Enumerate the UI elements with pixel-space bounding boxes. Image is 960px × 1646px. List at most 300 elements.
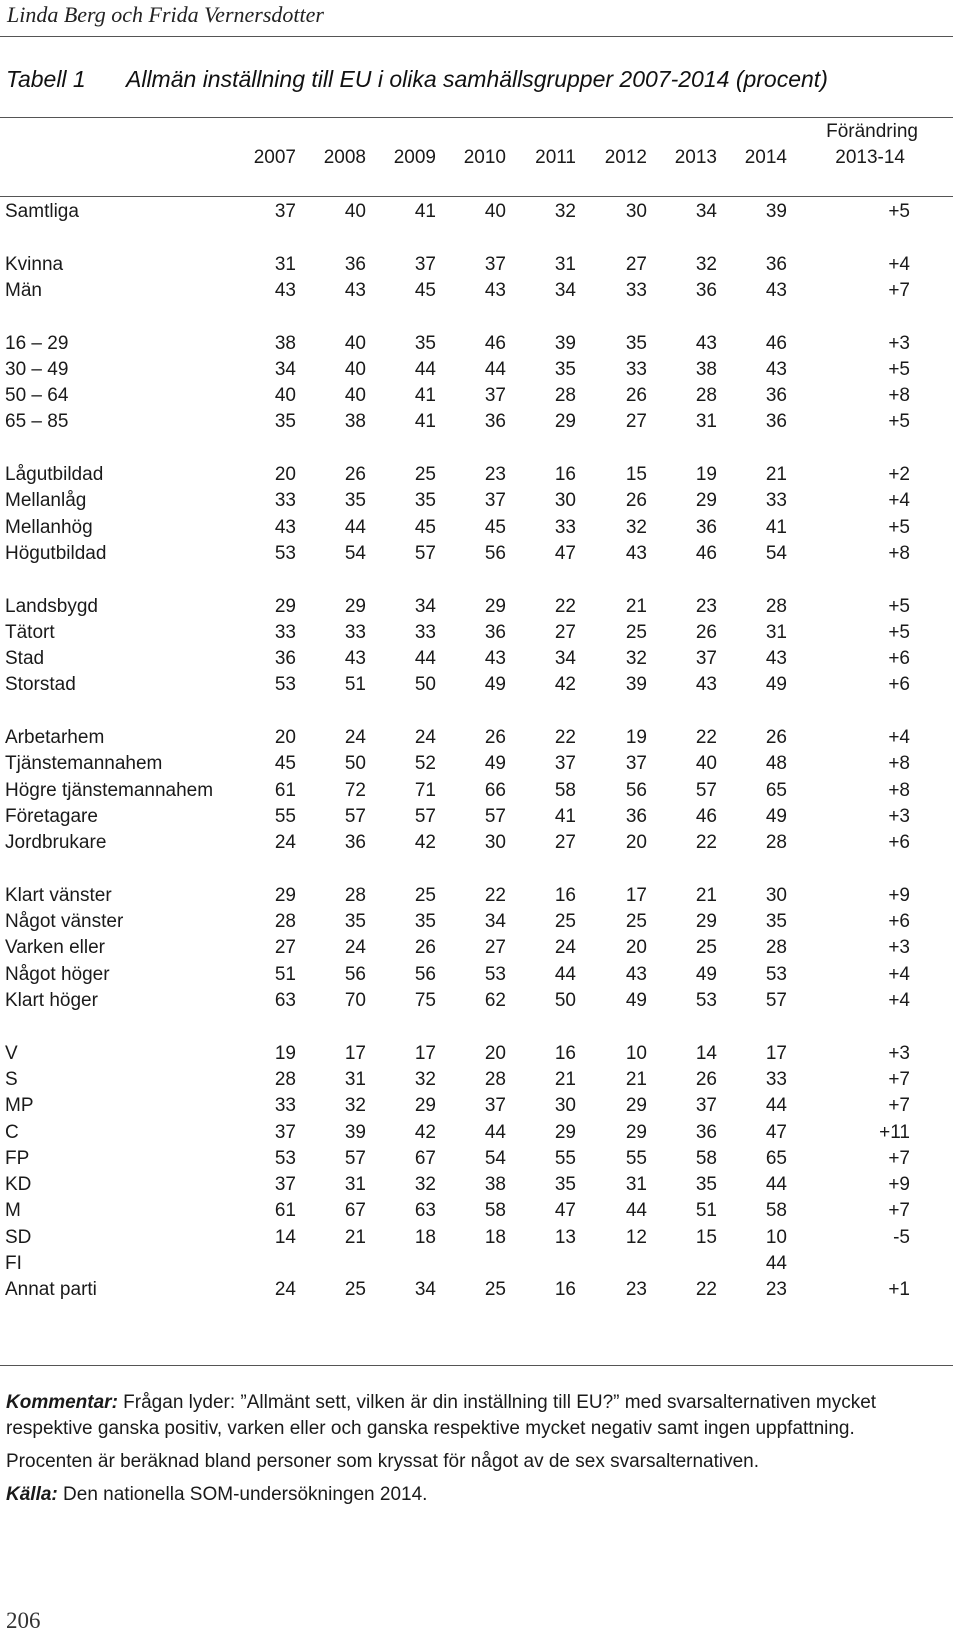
value-cell: 28: [695, 385, 717, 407]
row-label: Mellanlåg: [5, 490, 87, 512]
change-cell: +6: [888, 911, 910, 933]
value-cell: 53: [695, 990, 717, 1011]
value-cell: 35: [414, 911, 436, 933]
value-cell: 24: [554, 937, 576, 959]
row-label: S: [5, 1068, 18, 1090]
value-cell: 32: [414, 1068, 436, 1090]
value-cell: 18: [414, 1226, 436, 1248]
value-cell: 37: [484, 385, 506, 407]
year-header: 2010: [463, 147, 506, 168]
value-cell: 33: [765, 490, 787, 512]
value-cell: 28: [274, 1068, 296, 1090]
value-cell: 28: [484, 1068, 506, 1090]
value-cell: 61: [274, 1200, 296, 1222]
page-number: 206: [6, 1608, 41, 1633]
value-cell: 23: [765, 1279, 787, 1301]
value-cell: 53: [274, 542, 296, 564]
running-head: Linda Berg och Frida Vernersdotter: [7, 2, 324, 27]
value-cell: 75: [414, 990, 436, 1011]
value-cell: 36: [344, 832, 366, 854]
value-cell: 29: [274, 595, 296, 617]
change-cell: +8: [888, 385, 910, 407]
row-label: Landsbygd: [5, 595, 98, 617]
value-cell: 39: [765, 201, 787, 222]
change-cell: +4: [888, 253, 910, 275]
value-cell: 43: [484, 648, 506, 670]
value-cell: 35: [765, 911, 787, 933]
value-cell: 34: [484, 911, 506, 933]
value-cell: 12: [625, 1226, 647, 1248]
change-cell: +3: [888, 937, 910, 959]
value-cell: 35: [344, 490, 366, 512]
value-cell: 33: [554, 516, 576, 538]
value-cell: 33: [765, 1068, 787, 1090]
change-cell: +9: [888, 1174, 910, 1196]
value-cell: 39: [625, 674, 647, 696]
value-cell: 58: [695, 1147, 717, 1169]
value-cell: 35: [554, 1174, 576, 1196]
value-cell: 50: [414, 674, 436, 696]
value-cell: 16: [554, 884, 576, 906]
value-cell: 14: [695, 1042, 717, 1064]
value-cell: 41: [414, 201, 436, 222]
value-cell: 28: [765, 595, 787, 617]
value-cell: 27: [554, 621, 576, 643]
value-cell: 44: [414, 648, 436, 670]
value-cell: 21: [554, 1068, 576, 1090]
value-cell: 29: [625, 1095, 647, 1117]
value-cell: 40: [274, 385, 296, 407]
value-cell: 30: [765, 884, 787, 906]
value-cell: 37: [695, 648, 717, 670]
value-cell: 16: [554, 1042, 576, 1064]
value-cell: 44: [765, 1174, 787, 1196]
value-cell: 43: [695, 674, 717, 696]
value-cell: 45: [414, 279, 436, 301]
year-header: 2009: [393, 147, 436, 168]
value-cell: 46: [695, 542, 717, 564]
value-cell: 47: [765, 1121, 787, 1143]
value-cell: 71: [414, 779, 436, 801]
value-cell: 58: [765, 1200, 787, 1222]
value-cell: 36: [765, 411, 787, 433]
bottom-rule: [0, 1365, 953, 1366]
change-header: Förändring: [826, 121, 918, 142]
value-cell: 43: [765, 279, 787, 301]
year-header: 2008: [323, 147, 366, 168]
value-cell: 24: [414, 727, 436, 748]
value-cell: 35: [274, 411, 296, 433]
comment-label: Kommentar:: [6, 1392, 118, 1413]
row-label: Samtliga: [5, 201, 79, 222]
value-cell: 22: [695, 727, 717, 748]
value-cell: 36: [765, 385, 787, 407]
value-cell: 54: [344, 542, 366, 564]
value-cell: 20: [484, 1042, 506, 1064]
change-cell: +5: [888, 516, 910, 538]
value-cell: 29: [344, 595, 366, 617]
value-cell: 28: [765, 832, 787, 854]
value-cell: 25: [554, 911, 576, 933]
value-cell: 26: [484, 727, 506, 748]
value-cell: 43: [484, 279, 506, 301]
value-cell: 25: [625, 621, 647, 643]
value-cell: 67: [344, 1200, 366, 1222]
value-cell: 17: [625, 884, 647, 906]
value-cell: 30: [554, 1095, 576, 1117]
value-cell: 30: [554, 490, 576, 512]
change-cell: +1: [888, 1279, 910, 1301]
source-text: Den nationella SOM-undersökningen 2014.: [57, 1484, 428, 1505]
value-cell: 34: [695, 201, 717, 222]
value-cell: 40: [344, 332, 366, 354]
value-cell: 26: [765, 727, 787, 748]
value-cell: 42: [414, 1121, 436, 1143]
value-cell: 49: [484, 674, 506, 696]
value-cell: 33: [274, 490, 296, 512]
value-cell: 35: [414, 490, 436, 512]
value-cell: 49: [625, 990, 647, 1011]
value-cell: 37: [484, 253, 506, 275]
row-label: Högre tjänstemannahem: [5, 779, 214, 801]
value-cell: 18: [484, 1226, 506, 1248]
value-cell: 31: [274, 253, 296, 275]
value-cell: 44: [414, 358, 436, 380]
value-cell: 25: [344, 1279, 366, 1301]
row-label: M: [5, 1200, 21, 1222]
value-cell: 44: [484, 358, 506, 380]
value-cell: 43: [344, 648, 366, 670]
value-cell: 33: [274, 1095, 296, 1117]
change-cell: +3: [888, 1042, 910, 1064]
value-cell: 43: [625, 542, 647, 564]
row-label: Klart höger: [5, 990, 98, 1011]
value-cell: 30: [484, 832, 506, 854]
row-label: Något höger: [5, 963, 110, 985]
value-cell: 27: [484, 937, 506, 959]
value-cell: 29: [695, 911, 717, 933]
row-label: Stad: [5, 648, 45, 670]
source-label: Källa:: [6, 1484, 58, 1505]
change-cell: -5: [893, 1226, 910, 1248]
row-label: Klart vänster: [5, 884, 112, 906]
value-cell: 51: [695, 1200, 717, 1222]
value-cell: 45: [414, 516, 436, 538]
row-label: FP: [5, 1147, 30, 1169]
value-cell: 40: [344, 201, 366, 222]
value-cell: 41: [554, 805, 576, 827]
value-cell: 46: [765, 332, 787, 354]
change-cell: +8: [888, 779, 910, 801]
value-cell: 51: [274, 963, 296, 985]
year-header: 2011: [535, 147, 576, 168]
value-cell: 51: [344, 674, 366, 696]
value-cell: 17: [414, 1042, 436, 1064]
value-cell: 53: [274, 674, 296, 696]
value-cell: 58: [484, 1200, 506, 1222]
value-cell: 57: [695, 779, 717, 801]
value-cell: 47: [554, 1200, 576, 1222]
row-label: Kvinna: [5, 253, 64, 275]
value-cell: 22: [554, 727, 576, 748]
value-cell: 57: [344, 805, 366, 827]
value-cell: 58: [554, 779, 576, 801]
year-header: 2014: [744, 147, 787, 168]
value-cell: 22: [695, 832, 717, 854]
change-header-period: 2013-14: [835, 147, 905, 168]
change-cell: +7: [888, 1147, 910, 1169]
value-cell: 36: [695, 516, 717, 538]
change-cell: +11: [879, 1121, 910, 1143]
value-cell: 37: [484, 490, 506, 512]
value-cell: 70: [344, 990, 366, 1011]
value-cell: 31: [344, 1068, 366, 1090]
change-cell: +5: [888, 358, 910, 380]
value-cell: 65: [765, 1147, 787, 1169]
value-cell: 28: [274, 911, 296, 933]
value-cell: 43: [274, 279, 296, 301]
value-cell: 22: [695, 1279, 717, 1301]
value-cell: 23: [484, 464, 506, 485]
row-label: Högutbildad: [5, 542, 107, 564]
value-cell: 21: [625, 595, 647, 617]
row-label: Företagare: [5, 805, 98, 827]
value-cell: 47: [554, 542, 576, 564]
value-cell: 42: [554, 674, 576, 696]
value-cell: 29: [695, 490, 717, 512]
value-cell: 41: [765, 516, 787, 538]
value-cell: 35: [344, 911, 366, 933]
value-cell: 19: [695, 464, 717, 485]
row-label: C: [5, 1121, 19, 1143]
source-note: [6, 1482, 954, 1508]
value-cell: 46: [484, 332, 506, 354]
comment-note: [6, 1390, 954, 1442]
table-notes: [6, 1390, 954, 1515]
value-cell: 26: [625, 490, 647, 512]
value-cell: 26: [625, 385, 647, 407]
value-cell: 32: [344, 1095, 366, 1117]
value-cell: 52: [414, 753, 436, 775]
value-cell: 45: [484, 516, 506, 538]
value-cell: 32: [695, 253, 717, 275]
value-cell: 43: [344, 279, 366, 301]
value-cell: 17: [765, 1042, 787, 1064]
value-cell: 29: [554, 411, 576, 433]
row-label: Tjänstemannahem: [5, 753, 163, 775]
value-cell: 57: [344, 1147, 366, 1169]
value-cell: 35: [695, 1174, 717, 1196]
value-cell: 65: [765, 779, 787, 801]
change-cell: +8: [888, 542, 910, 564]
value-cell: 49: [695, 963, 717, 985]
value-cell: 31: [625, 1174, 647, 1196]
value-cell: 20: [274, 727, 296, 748]
value-cell: 35: [554, 358, 576, 380]
value-cell: 17: [344, 1042, 366, 1064]
value-cell: 27: [625, 253, 647, 275]
value-cell: 56: [414, 963, 436, 985]
row-label: 30 – 49: [5, 358, 69, 380]
change-cell: +5: [888, 411, 910, 433]
value-cell: 36: [274, 648, 296, 670]
value-cell: 34: [414, 595, 436, 617]
row-label: Annat parti: [5, 1279, 97, 1301]
value-cell: 36: [695, 279, 717, 301]
value-cell: 29: [274, 884, 296, 906]
year-header: 2013: [674, 147, 717, 168]
value-cell: 20: [625, 832, 647, 854]
table-number: Tabell 1: [6, 66, 86, 92]
value-cell: 32: [554, 201, 576, 222]
value-cell: 23: [695, 595, 717, 617]
row-label: Storstad: [5, 674, 76, 696]
change-cell: +7: [888, 1068, 910, 1090]
value-cell: 15: [625, 464, 647, 485]
change-cell: +8: [888, 753, 910, 775]
year-header: 2007: [253, 147, 296, 168]
change-cell: +7: [888, 279, 910, 301]
value-cell: 19: [274, 1042, 296, 1064]
value-cell: 37: [274, 201, 296, 222]
value-cell: 24: [344, 727, 366, 748]
value-cell: 21: [344, 1226, 366, 1248]
value-cell: 55: [554, 1147, 576, 1169]
value-cell: 41: [414, 385, 436, 407]
change-cell: +4: [888, 963, 910, 985]
row-label: SD: [5, 1226, 32, 1248]
value-cell: 21: [695, 884, 717, 906]
percent-note: Procenten är beräknad bland personer som kryssat för något av de sex svarsalternativen.: [6, 1451, 760, 1472]
change-cell: +6: [888, 832, 910, 854]
value-cell: 57: [414, 805, 436, 827]
row-label: Tätort: [5, 621, 55, 643]
value-cell: 37: [625, 753, 647, 775]
value-cell: 54: [484, 1147, 506, 1169]
value-cell: 55: [625, 1147, 647, 1169]
row-label: Arbetarhem: [5, 727, 105, 748]
row-label: Något vänster: [5, 911, 124, 933]
value-cell: 57: [484, 805, 506, 827]
value-cell: 29: [414, 1095, 436, 1117]
change-cell: +4: [888, 990, 910, 1011]
value-cell: 46: [695, 805, 717, 827]
value-cell: 32: [414, 1174, 436, 1196]
value-cell: 36: [625, 805, 647, 827]
value-cell: 27: [554, 832, 576, 854]
value-cell: 44: [765, 1095, 787, 1117]
value-cell: 63: [274, 990, 296, 1011]
value-cell: 33: [414, 621, 436, 643]
value-cell: 29: [484, 595, 506, 617]
value-cell: 45: [274, 753, 296, 775]
value-cell: 21: [765, 464, 787, 485]
value-cell: 37: [274, 1121, 296, 1143]
value-cell: 31: [765, 621, 787, 643]
value-cell: 43: [625, 963, 647, 985]
value-cell: 27: [274, 937, 296, 959]
change-cell: +6: [888, 674, 910, 696]
value-cell: 26: [414, 937, 436, 959]
value-cell: 62: [484, 990, 506, 1011]
value-cell: 40: [484, 201, 506, 222]
change-cell: +7: [888, 1200, 910, 1222]
value-cell: 14: [274, 1226, 296, 1248]
value-cell: 10: [625, 1042, 647, 1064]
value-cell: 26: [344, 464, 366, 485]
change-cell: +2: [888, 464, 910, 485]
value-cell: 25: [625, 911, 647, 933]
value-cell: 33: [625, 279, 647, 301]
value-cell: 15: [695, 1226, 717, 1248]
value-cell: 38: [695, 358, 717, 380]
value-cell: 16: [554, 1279, 576, 1301]
value-cell: 37: [274, 1174, 296, 1196]
value-cell: 16: [554, 464, 576, 485]
value-cell: 19: [625, 727, 647, 748]
value-cell: 36: [484, 621, 506, 643]
value-cell: 25: [695, 937, 717, 959]
value-cell: 20: [274, 464, 296, 485]
comment-text: Frågan lyder: ”Allmänt sett, vilken är din inställning till EU?” med svarsalternativen mycket respektive ganska positiv, varken eller och ganska respektive mycket negativ samt ingen uppfattning.: [6, 1392, 877, 1439]
value-cell: 43: [274, 516, 296, 538]
value-cell: 27: [625, 411, 647, 433]
value-cell: 37: [695, 1095, 717, 1117]
table-title-text: Allmän inställning till EU i olika samhällsgrupper 2007-2014 (procent): [126, 66, 828, 92]
value-cell: 50: [554, 990, 576, 1011]
value-cell: 40: [695, 753, 717, 775]
value-cell: 36: [344, 253, 366, 275]
value-cell: 28: [554, 385, 576, 407]
value-cell: 10: [765, 1226, 787, 1248]
value-cell: 43: [765, 358, 787, 380]
value-cell: 42: [414, 832, 436, 854]
value-cell: 67: [414, 1147, 436, 1169]
value-cell: 33: [625, 358, 647, 380]
value-cell: 24: [274, 1279, 296, 1301]
value-cell: 32: [625, 648, 647, 670]
change-cell: +4: [888, 727, 910, 748]
row-label: V: [5, 1042, 18, 1064]
row-label: Varken eller: [5, 937, 105, 959]
row-label: 65 – 85: [5, 411, 69, 433]
value-cell: 13: [554, 1226, 576, 1248]
value-cell: 31: [695, 411, 717, 433]
value-cell: 49: [484, 753, 506, 775]
value-cell: 39: [344, 1121, 366, 1143]
row-label: Jordbrukare: [5, 832, 107, 854]
value-cell: 49: [765, 805, 787, 827]
value-cell: 43: [695, 332, 717, 354]
value-cell: 43: [765, 648, 787, 670]
change-cell: +5: [888, 201, 910, 222]
value-cell: 57: [765, 990, 787, 1011]
value-cell: 30: [625, 201, 647, 222]
value-cell: 34: [274, 358, 296, 380]
value-cell: 28: [765, 937, 787, 959]
change-cell: +6: [888, 648, 910, 670]
value-cell: 29: [625, 1121, 647, 1143]
value-cell: 54: [765, 542, 787, 564]
value-cell: 25: [414, 884, 436, 906]
change-cell: +5: [888, 595, 910, 617]
value-cell: 56: [625, 779, 647, 801]
value-cell: 35: [414, 332, 436, 354]
row-label: Lågutbildad: [5, 464, 104, 485]
value-cell: 44: [765, 1253, 787, 1274]
value-cell: 26: [695, 621, 717, 643]
row-label: MP: [5, 1095, 34, 1117]
